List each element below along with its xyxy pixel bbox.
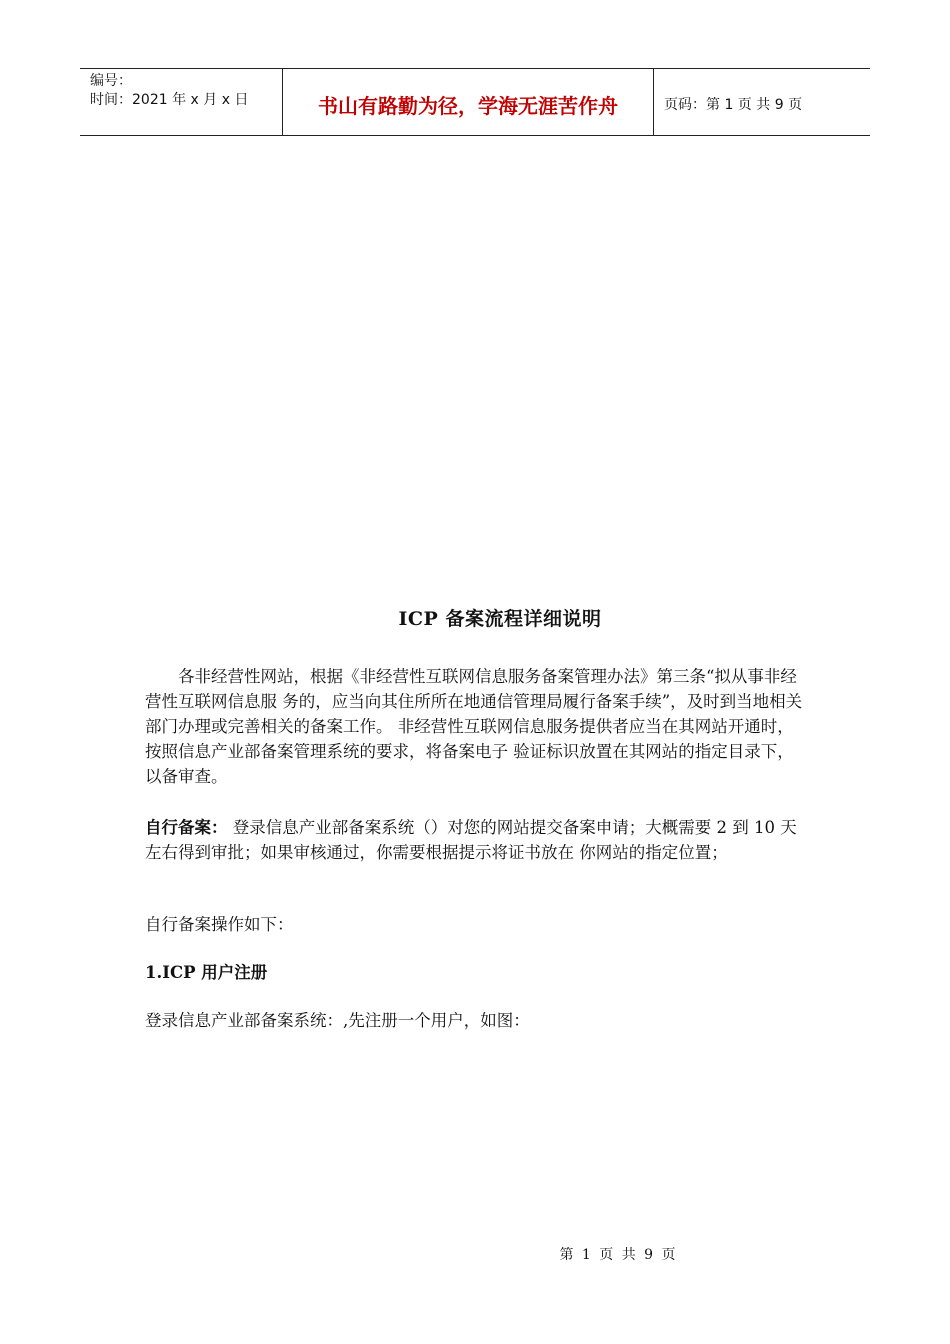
section-heading: 1.ICP 用户注册 xyxy=(145,963,268,982)
header-meta xyxy=(80,69,282,135)
page-header xyxy=(80,68,870,136)
self-filing-label: 自行备案： xyxy=(145,818,228,837)
operation-intro: 自行备案操作如下： xyxy=(145,915,294,934)
page-footer: 第 1 页 共 9 页 xyxy=(559,1247,676,1263)
register-text: 登录信息产业部备案系统：,先注册一个用户，如图： xyxy=(145,1011,530,1030)
self-filing-text: 登录信息产业部备案系统（）对您的网站提交备案申请；大概需要 2 到 10 天左右得到审批；如果审核通过，你需要根据提示将证书放在 你网站的指定位置； xyxy=(145,818,797,862)
self-filing-paragraph xyxy=(145,815,810,865)
header-motto: 书山有路勤为径，学海无涯苦作舟 xyxy=(282,69,654,135)
document-title: ICP 备案流程详细说明 xyxy=(398,608,602,630)
header-page-info: 页码：第 1 页 共 9 页 xyxy=(664,97,803,113)
number-label: 编号： xyxy=(90,73,132,89)
intro-paragraph: 各非经营性网站，根据《非经营性互联网信息服务备案管理办法》第三条“拟从事非经营性互联网信息服 务的，应当向其住所所在地通信管理局履行备案手续”，及时到当地相关部门办理或完善相关的备案工作。 非经营性互联网信息服务提供者应当在其网站开通时，按照信息产业部备案管理系统的要求，将备案电子 验证标识放置在其网站的指定目录下，以备审查。 xyxy=(145,667,803,786)
time-label: 时间：2021 年 x 月 x 日 xyxy=(90,92,249,108)
